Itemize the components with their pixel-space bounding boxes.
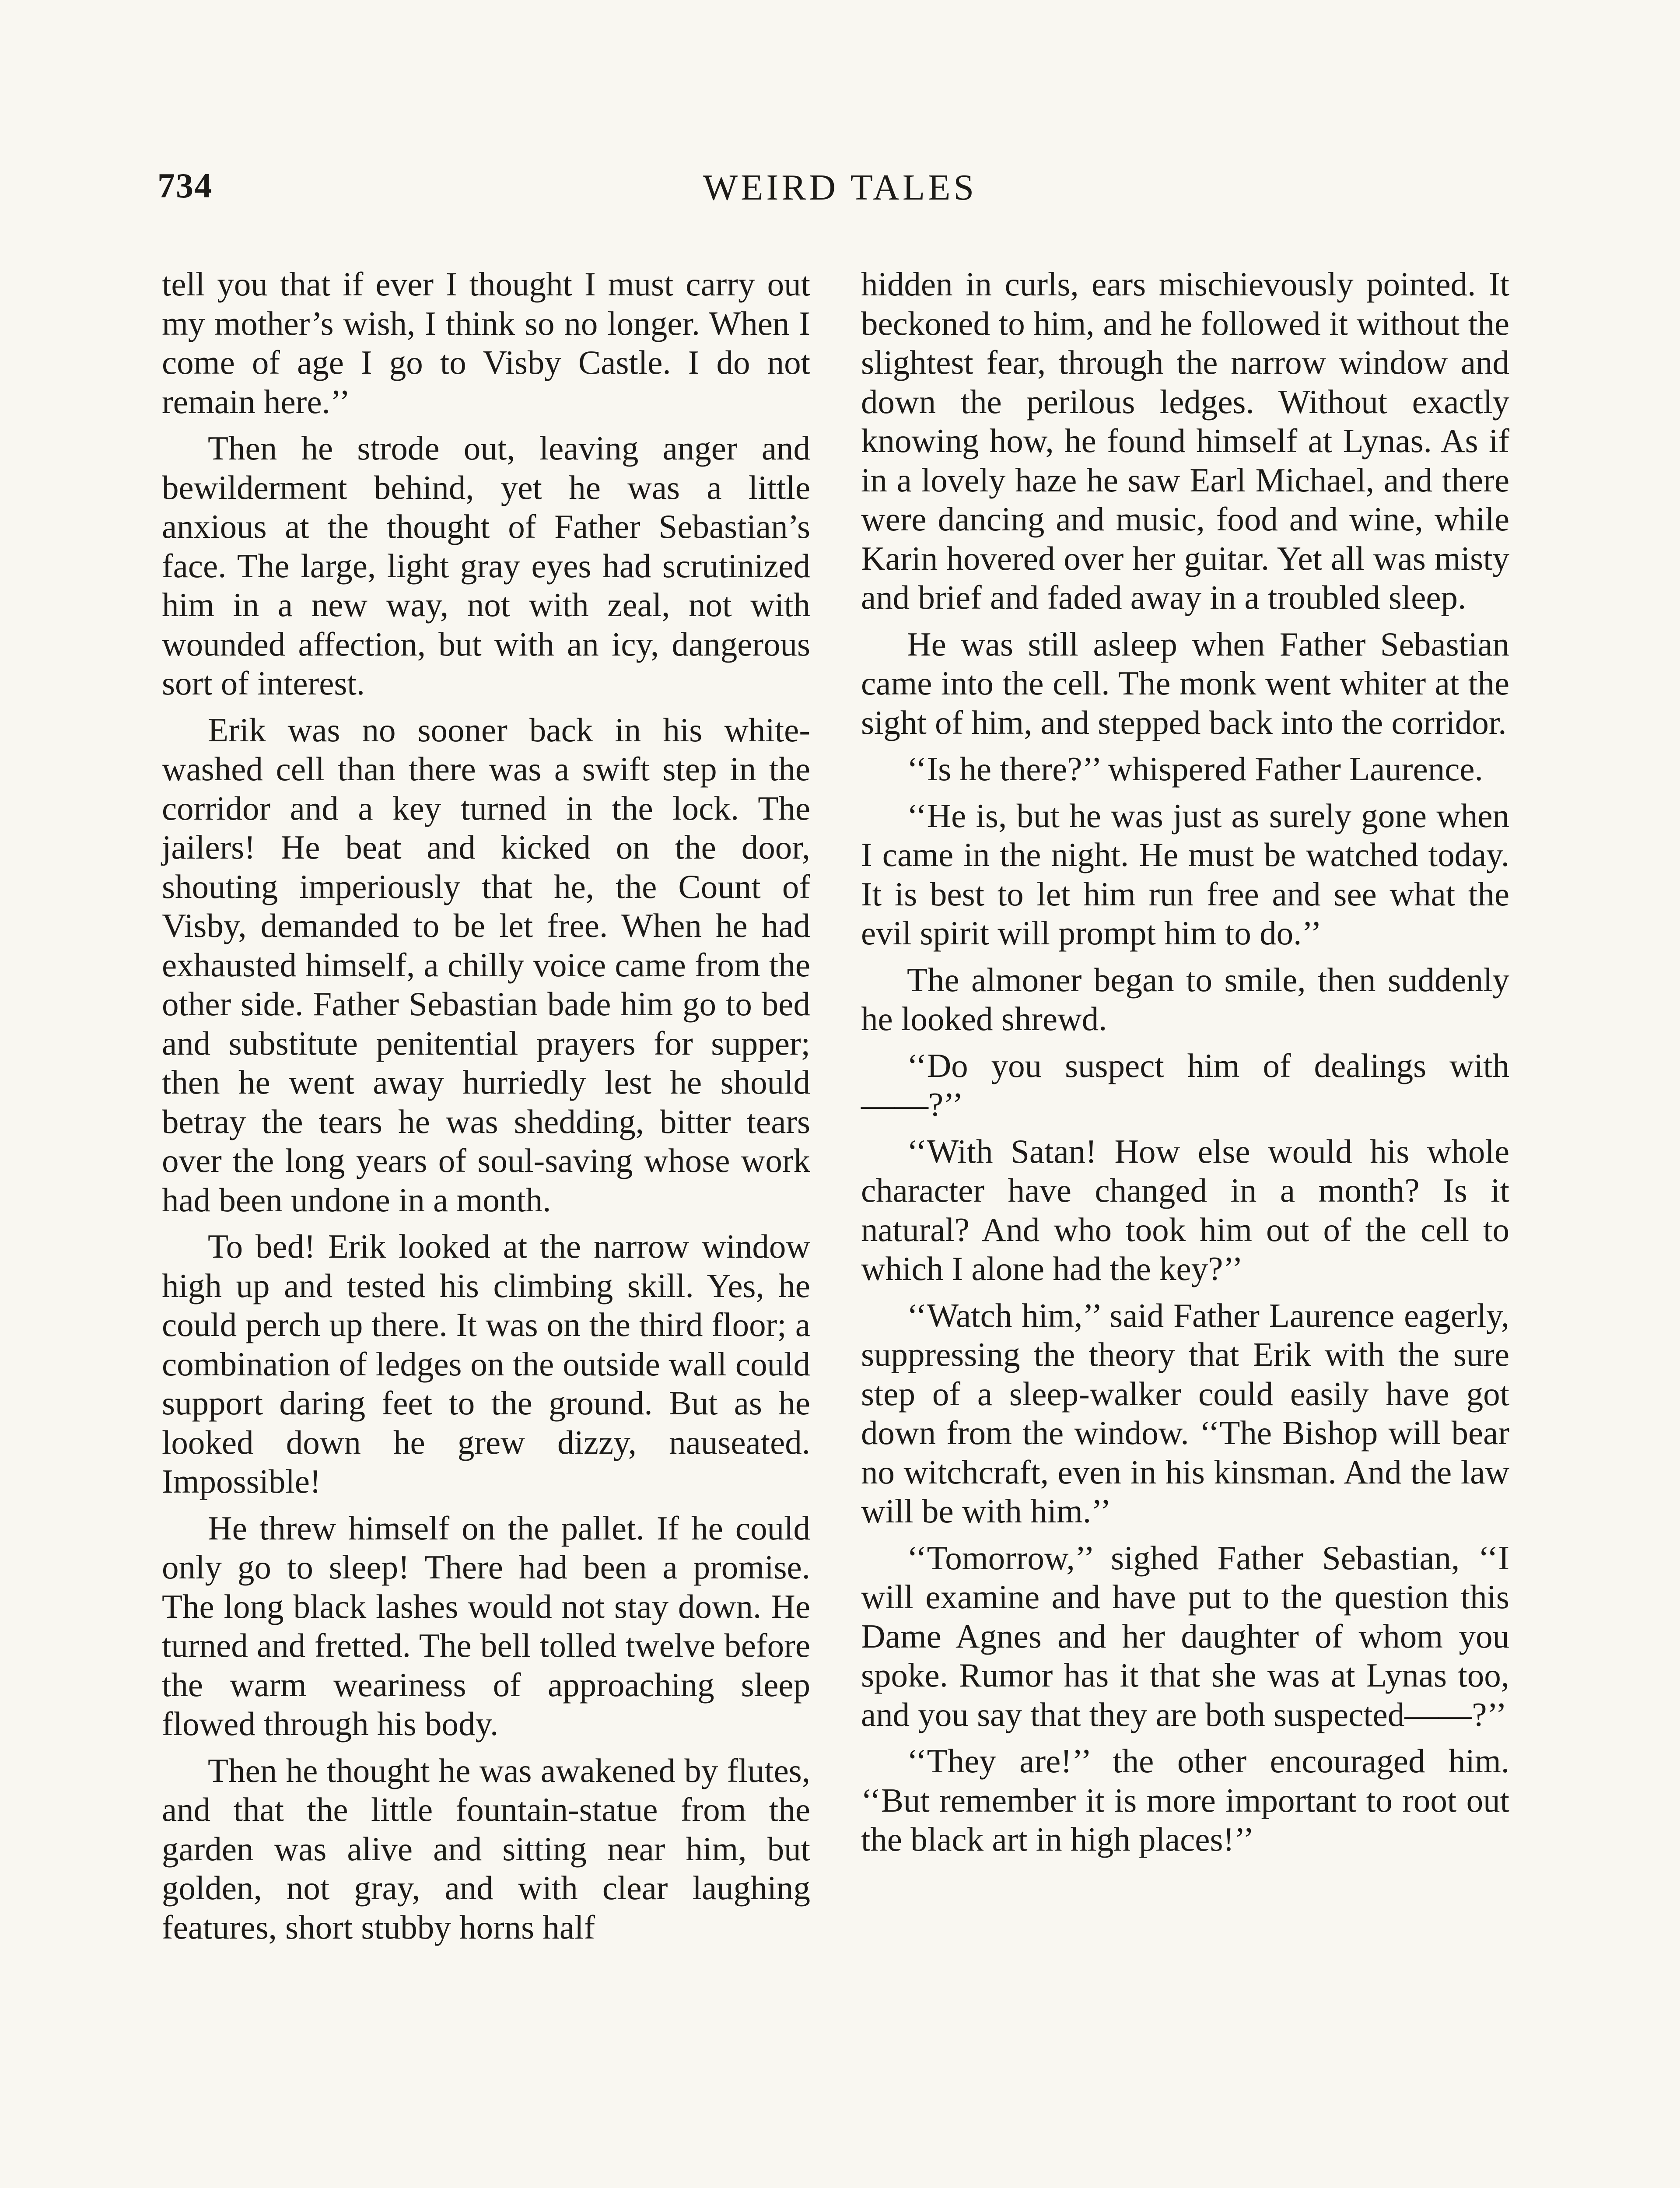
paragraph: Then he thought he was awakened by flutes, and that the little fountain-statue from the garden was alive and sitting near him, but golden, not gray, and with clear laughing features, short stubby horns half [162,1751,810,1946]
left-column [162,265,810,1954]
paragraph: hidden in curls, ears mischievously pointed. It beckoned to him, and he followed it without the slightest fear, through the narrow window and down the perilous ledges. Without exactly knowing how, he found himself at Lynas. As if in a lovely haze he saw Earl Michael, and there were dancing and music, food and wine, while Karin hovered over her guitar. Yet all was misty and brief and faded away in a troubled sleep. [861,265,1509,616]
paragraph: Then he strode out, leaving anger and bewilderment behind, yet he was a little anxious at the thought of Father Sebastian’s face. The large, light gray eyes had scrutinized him in a new way, not with zeal, not with wounded affection, but with an icy, dangerous sort of interest. [162,429,810,702]
paragraph: Erik was no sooner back in his white-washed cell than there was a swift step in the corridor and a key turned in the lock. The jailers! He beat and kicked on the door, shouting imperiously that he, the Count of Visby, demanded to be let free. When he had exhausted himself, a chilly voice came from the other side. Father Sebastian bade him go to bed and substitute penitential prayers for supper; then he went away hurriedly lest he should betray the tears he was shedding, bitter tears over the long years of soul-saving whose work had been undone in a month. [162,711,810,1219]
paragraph: He threw himself on the pallet. If he could only go to sleep! There had been a promise. The long black lashes would not stay down. He turned and fretted. The bell tolled twelve before the warm weariness of approaching sleep flowed through his body. [162,1509,810,1743]
paragraph: ‘‘Tomorrow,’’ sighed Father Sebastian, ‘‘I will examine and have put to the question this Dame Agnes and her daughter of whom you spoke. Rumor has it that she was at Lynas too, and you say that they are both suspected——?’’ [861,1539,1509,1733]
paragraph: ‘‘Do you suspect him of dealings with——?’’ [861,1046,1509,1123]
page-number: 734 [158,167,213,205]
right-column [861,265,1509,1867]
running-title: WEIRD TALES [703,167,977,208]
paragraph: ‘‘Is he there?’’ whispered Father Laurence. [907,750,1483,788]
paragraph: ‘‘With Satan! How else would his whole character have changed in a month? Is it natural? And who took him out of the cell to which I alone had the key?’’ [861,1132,1509,1287]
paragraph: He was still asleep when Father Sebastian came into the cell. The monk went whiter at the sight of him, and stepped back into the corridor. [861,625,1509,741]
paragraph: To bed! Erik looked at the narrow window high up and tested his climbing skill. Yes, he could perch up there. It was on the third floor; a combination of ledges on the outside wall could support daring feet to the ground. But as he looked down he grew dizzy, nauseated. Impossible! [162,1227,810,1500]
paragraph: The almoner began to smile, then suddenly he looked shrewd. [861,961,1509,1038]
paragraph: ‘‘He is, but he was just as surely gone when I came in the night. He must be watched today. It is best to let him run free and see what the evil spirit will prompt him to do.’’ [861,796,1509,952]
paragraph: tell you that if ever I thought I must carry out my mother’s wish, I think so no longer. When I come of age I go to Visby Castle. I do not remain here.’’ [162,265,810,421]
paragraph: ‘‘They are!’’ the other encouraged him. ‘‘But remember it is more important to root out the black art in high places!’’ [861,1742,1509,1858]
paragraph: ‘‘Watch him,’’ said Father Laurence eagerly, suppressing the theory that Erik with the sure step of a sleep-walker could easily have got down from the window. ‘‘The Bishop will bear no witchcraft, even in his kinsman. And the law will be with him.’’ [861,1296,1509,1530]
